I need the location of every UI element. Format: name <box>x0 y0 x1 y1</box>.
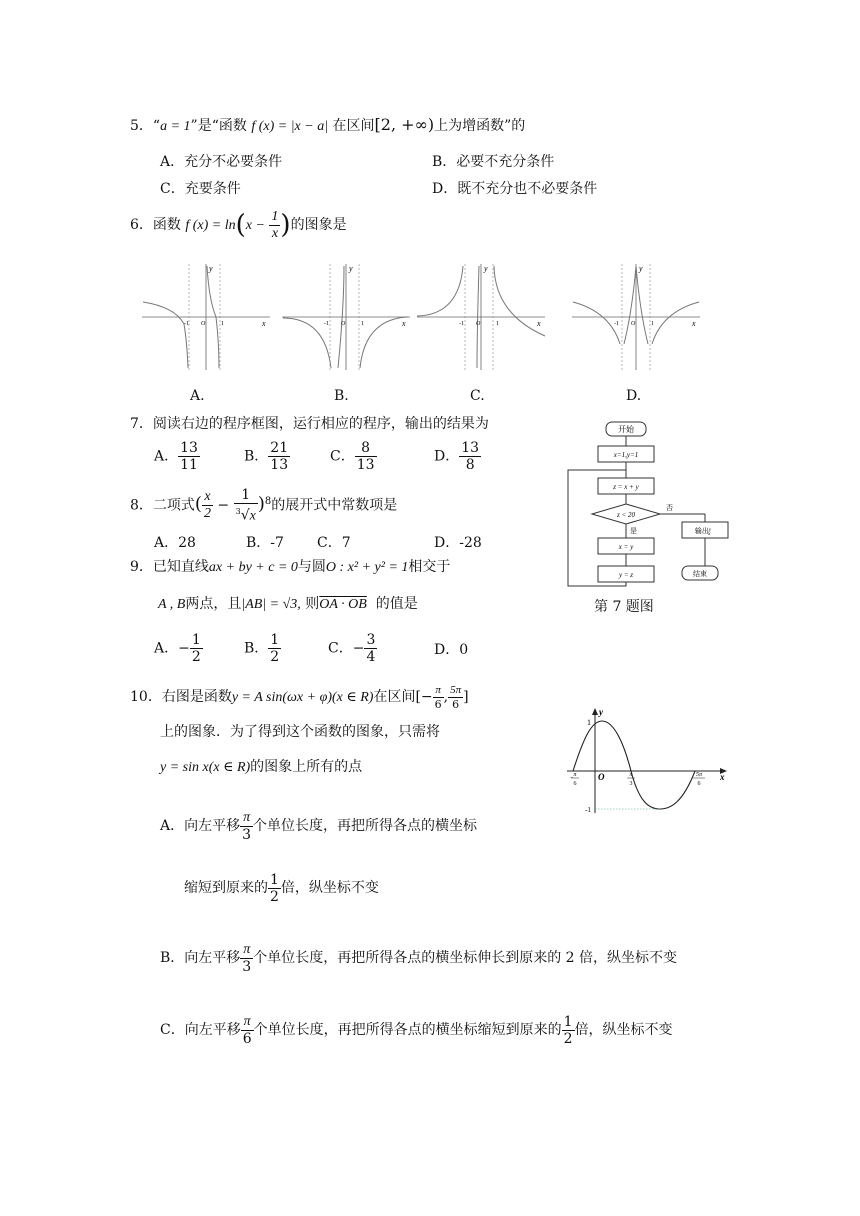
svg-text:1: 1 <box>651 321 654 327</box>
svg-text:y: y <box>349 264 353 273</box>
svg-text:z = x + y: z = x + y <box>613 483 639 491</box>
svg-text:π: π <box>629 772 633 778</box>
q8-option-a[interactable]: A．28 <box>154 535 196 551</box>
svg-text:y = z: y = z <box>618 571 634 579</box>
svg-text:O: O <box>631 321 636 327</box>
q5-interval: [2, +∞) <box>374 115 435 134</box>
svg-text:5π: 5π <box>695 772 703 778</box>
svg-text:-1: -1 <box>614 321 619 327</box>
svg-text:−: − <box>570 775 574 781</box>
svg-text:x=1,y=1: x=1,y=1 <box>613 451 639 459</box>
q8-option-d[interactable]: D．-28 <box>434 535 482 551</box>
svg-text:-1: -1 <box>324 321 329 327</box>
svg-text:O: O <box>598 772 605 782</box>
q5-option-b[interactable]: B．必要不充分条件 <box>432 154 555 170</box>
q10-option-b[interactable]: B．向左平移 $\frac{\pi}{3}$ 个单位长度，再把所得各点的横坐标伸长到原来的 2 倍，纵坐标不变 <box>160 941 678 975</box>
svg-text:O: O <box>201 321 206 327</box>
q10-option-a-line1[interactable]: A．向左平移 $\frac{\pi}{3}$ 个单位长度，再把所得各点的横坐标 <box>160 809 478 843</box>
svg-text:开始: 开始 <box>618 425 634 434</box>
question-7-stem: 7．阅读右边的程序框图，运行相应的程序，输出的结果为 <box>130 416 489 432</box>
question-6-stem: 6．函数 f (x) = ln(x − $\frac{1}{x}$ )的图象是 <box>130 208 347 241</box>
svg-text:π: π <box>573 772 577 778</box>
q6a-x-label: x <box>262 319 266 328</box>
q7-figure-caption: 第 7 题图 <box>594 599 654 615</box>
svg-text:x: x <box>720 772 725 782</box>
q10-option-a-line2[interactable]: 缩短到原来的 $\frac{1}{2}$ 倍，纵坐标不变 <box>184 871 379 905</box>
svg-text:是: 是 <box>630 527 637 535</box>
question-10-stem-line1: 10．右图是函数y = A sin(ωx + φ)(x ∈ R)在区间[− $\frac{\pi}{6}$ , $\frac{5\pi}{6}$ ] <box>130 683 469 711</box>
q7-option-c[interactable]: C． $\frac{8}{13}$ <box>330 440 375 473</box>
q6-label-c: C. <box>470 388 485 404</box>
q9-option-c[interactable]: C．− $\frac{3}{4}$ <box>328 632 376 665</box>
q10-interval: [− $\frac{\pi}{6}$ , $\frac{5\pi}{6}$ ] <box>415 683 469 711</box>
q9-option-d[interactable]: D．0 <box>434 642 469 658</box>
q6-fraction: $\frac{1}{x}$ <box>271 208 279 241</box>
question-8-stem: 8．二项式( $\frac{x}{2}$ − $\frac{1}{^3√x}$ )$^8$的展开式中常数项是 <box>130 486 398 524</box>
q8-option-c[interactable]: C．7 <box>317 535 351 551</box>
q7-option-d[interactable]: D． $\frac{13}{8}$ <box>434 440 480 473</box>
svg-text:结束: 结束 <box>693 570 707 578</box>
svg-text:x: x <box>537 319 541 328</box>
q6-label-a: A. <box>190 388 205 404</box>
svg-text:x: x <box>402 319 406 328</box>
q6-graph-d[interactable] <box>570 262 705 372</box>
q7-option-a[interactable]: A． $\frac{13}{11}$ <box>154 440 198 473</box>
svg-text:1: 1 <box>221 321 224 327</box>
svg-text:y: y <box>639 264 643 273</box>
svg-text:6: 6 <box>573 781 577 787</box>
question-5-stem: 5．“a = 1”是“函数 f (x) = |x − a| 在区间[2, +∞)上为增函数”的 <box>130 115 526 134</box>
svg-text:1: 1 <box>587 718 591 727</box>
svg-text:y: y <box>599 707 603 717</box>
q9-option-b[interactable]: B． $\frac{1}{2}$ <box>244 632 280 665</box>
svg-text:否: 否 <box>666 504 673 512</box>
q5-option-a[interactable]: A．充分不必要条件 <box>160 154 283 170</box>
q6-graph-c[interactable] <box>415 262 550 372</box>
q10-option-c[interactable]: C．向左平移 $\frac{\pi}{6}$ 个单位长度，再把所得各点的横坐标缩短到原来的 $\frac{1}{2}$ 倍，纵坐标不变 <box>160 1013 673 1047</box>
svg-text:O: O <box>341 321 346 327</box>
svg-text:6: 6 <box>697 781 701 787</box>
question-10-stem-line3: y = sin x(x ∈ R)的图象上所有的点 <box>160 759 363 775</box>
question-9-stem-line2: A , B两点，且|AB| = √3, 则OA · OB 的值是 <box>158 596 418 612</box>
q7-option-b[interactable]: B． $\frac{21}{13}$ <box>244 440 289 473</box>
q5-function: f (x) = |x − a| <box>251 119 329 134</box>
q7-flowchart <box>560 420 740 592</box>
svg-text:O: O <box>476 321 481 327</box>
q6-label-d: D. <box>626 388 642 404</box>
q5-condition: a = 1 <box>160 119 191 134</box>
q9-dot-product: OA · OB <box>319 597 367 612</box>
q6-graph-b[interactable] <box>280 262 415 372</box>
svg-text:x = y: x = y <box>618 543 634 551</box>
q5-option-d[interactable]: D．既不充分也不必要条件 <box>432 181 598 197</box>
q9-option-a[interactable]: A．− $\frac{1}{2}$ <box>154 632 201 665</box>
svg-text:1: 1 <box>496 321 499 327</box>
question-10-stem-line2: 上的图象．为了得到这个函数的图象，只需将 <box>160 724 440 740</box>
q6a-y-label: y <box>209 264 213 273</box>
question-9-stem-line1: 9．已知直线ax + by + c = 0与圆O : x² + y² = 1相交于 <box>130 559 451 575</box>
svg-text:y: y <box>484 264 488 273</box>
svg-text:z < 20: z < 20 <box>617 511 635 519</box>
svg-text:-1: -1 <box>184 321 189 327</box>
q6-label-b: B. <box>334 388 349 404</box>
svg-text:-1: -1 <box>459 321 464 327</box>
svg-text:3: 3 <box>629 781 633 787</box>
svg-text:-1: -1 <box>585 806 591 814</box>
q6-graph-a[interactable] <box>140 262 275 372</box>
svg-text:1: 1 <box>361 321 364 327</box>
svg-text:x: x <box>692 319 696 328</box>
q10-sine-graph[interactable] <box>565 705 735 815</box>
q5-option-c[interactable]: C．充要条件 <box>160 181 241 197</box>
svg-text:输出yx: 输出$^y$ x <box>694 527 712 537</box>
q8-option-b[interactable]: B．-7 <box>246 535 284 551</box>
